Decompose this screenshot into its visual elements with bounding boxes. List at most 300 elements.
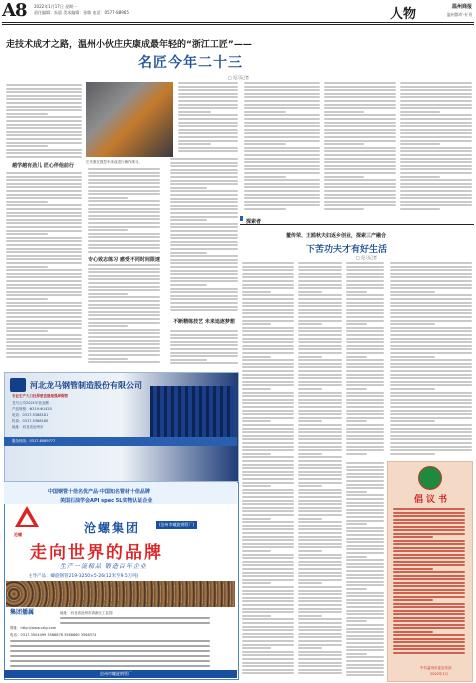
masthead-rule [2,22,474,23]
text-line [242,327,294,329]
text-line [88,271,160,273]
text-line [88,197,128,199]
text-line [346,473,384,475]
text-line [6,287,82,289]
text-line [242,359,294,361]
text-line [6,127,82,129]
text-line [298,528,342,530]
feature-kicker: 董传荣、王鸥秋夫妇返乡创业，探索三产融合 [286,233,387,239]
text-line [6,330,48,332]
text-line [242,456,294,458]
text-line [346,320,384,322]
text-line [390,399,472,401]
text-line [88,350,160,352]
text-line [346,392,384,394]
text-line [390,287,472,289]
text-line [178,96,238,98]
ad-cangluo-address: 地址：河北省沧州市高新区工业园 [60,611,113,615]
text-line [390,334,472,336]
paper-name: 温州商报 [451,4,472,10]
text-line [393,550,465,552]
text-line [178,86,238,88]
text-line [242,644,294,646]
text-line [324,118,396,120]
text-line [88,208,160,210]
text-line [390,312,472,314]
text-line [10,650,210,652]
text-line [298,622,342,624]
text-line [346,449,384,451]
text-line [346,366,384,368]
text-line [400,107,472,109]
text-line [6,186,82,188]
text-line [393,603,465,605]
text-line [298,564,342,566]
text-line [346,552,384,554]
text-line [298,334,342,336]
text-line [346,602,384,604]
text-line [244,204,320,206]
text-line [346,280,384,282]
text-line [170,223,238,225]
text-line [242,586,294,588]
text-line [393,585,465,587]
text-line [400,172,472,174]
text-line [88,190,160,192]
text-line [6,338,82,340]
text-line [88,300,160,302]
text-line [298,654,342,656]
text-line [390,320,472,322]
text-line [244,89,320,91]
text-line [324,93,396,95]
text-line [242,543,294,545]
text-line [244,82,320,84]
text-line [390,291,435,293]
text-line [346,660,384,662]
text-line [242,582,271,584]
text-line [393,568,433,570]
text-line [400,140,472,142]
text-line [298,464,342,466]
text-line [6,190,82,192]
text-line [390,449,472,451]
text-line [298,600,342,602]
text-line [346,491,367,493]
text-line [298,417,342,419]
text-line [298,496,342,498]
text-line [170,362,238,364]
text-line [170,302,238,304]
text-line [298,514,342,516]
text-line [6,179,82,181]
emblem-icon [418,466,442,490]
text-line [170,252,207,254]
text-line [390,298,472,300]
text-line [242,564,294,566]
text-line [324,190,396,192]
worker-photo [86,82,173,157]
text-line [346,330,384,332]
text-line [390,359,472,361]
text-line [88,332,160,334]
text-line [400,96,472,98]
text-line [170,348,238,350]
text-line [6,142,82,144]
text-line [60,617,210,619]
text-line [393,571,465,573]
text-line [346,577,384,579]
text-line [393,627,465,629]
text-line [88,218,160,220]
text-line [88,222,160,224]
text-line [178,107,238,109]
text-line [242,334,294,336]
text-line [242,554,294,556]
text-line [346,649,384,651]
text-line [298,348,342,350]
text-line [6,323,82,325]
text-line [400,100,472,102]
text-line [6,312,82,314]
text-line [298,449,342,451]
text-line [346,548,384,550]
text-line [170,273,238,275]
paper-subtitle: 温州都市·专刊 [446,12,472,17]
text-line [390,309,472,311]
text-line [6,302,82,304]
text-line [400,122,472,124]
text-line [346,334,384,336]
text-line [400,86,472,88]
text-line [6,327,82,329]
text-line [242,316,294,318]
text-line [298,539,342,541]
text-line [298,309,342,311]
text-line [242,478,294,480]
text-line [346,377,384,379]
text-line [178,129,238,131]
text-line [393,536,433,538]
text-line [346,624,384,626]
text-line [6,131,82,133]
text-line [6,138,82,140]
text-line [298,546,342,548]
text-line [393,599,433,601]
text-line [298,410,342,412]
text-line [242,399,294,401]
text-line [346,592,384,594]
text-line [400,176,440,178]
text-line [6,226,82,228]
text-line [346,406,384,408]
text-line [298,392,342,394]
text-line [242,654,294,656]
text-line [6,240,82,242]
text-line [400,147,472,149]
text-line [390,413,472,415]
text-line [346,446,384,448]
text-line [242,453,271,455]
text-line [88,329,160,331]
text-line [242,431,294,433]
text-line [298,644,342,646]
text-line [298,316,342,318]
text-line [346,545,384,547]
text-line [244,186,320,188]
text-line [170,306,238,308]
text-line [170,230,238,232]
text-line [346,484,384,486]
ad-cangluo-web: 网址：http://www.czlg.com [10,626,57,630]
text-line [242,590,294,592]
text-line [393,554,465,556]
text-line [346,435,384,437]
text-line [298,629,342,631]
ad-cangluo-logo-icon [14,505,40,533]
text-line [242,284,294,286]
text-line [88,244,160,246]
text-line [170,255,238,257]
text-line [242,276,294,278]
text-line [298,413,342,415]
text-line [324,107,396,109]
text-line [390,410,472,412]
text-line [393,522,465,524]
text-line [6,255,82,257]
text-line [242,388,271,390]
text-line [244,140,320,142]
text-line [244,86,320,88]
text-line [298,647,322,649]
text-line [6,212,82,214]
text-line [170,158,238,160]
text-line [242,568,294,570]
text-line [324,129,396,131]
text-line [298,604,342,606]
text-line [400,154,472,156]
text-line [170,205,238,207]
text-line [346,291,367,293]
text-line [6,237,82,239]
text-line [6,309,82,311]
text-line [6,116,82,118]
text-line [244,158,320,160]
text-line [88,215,160,217]
text-line [390,374,472,376]
text-line [346,420,367,422]
text-line [346,284,384,286]
text-line [170,219,207,221]
text-line [390,266,472,268]
text-line [242,669,294,671]
text-line [242,323,271,325]
text-line [6,215,82,217]
text-line [324,147,396,149]
text-line [393,564,465,566]
text-line [10,655,210,657]
text-line [242,557,294,559]
text-line [400,168,472,170]
text-line [298,330,342,332]
text-line [178,104,238,106]
text-line [242,302,294,304]
text-line [390,316,472,318]
text-line [324,100,396,102]
text-line [390,370,472,372]
text-line [298,640,342,642]
text-line [346,428,384,430]
text-line [298,384,342,386]
text-line [170,359,207,361]
text-line [346,674,384,676]
text-line [170,248,238,250]
text-line [324,122,396,124]
text-line [244,136,320,138]
text-line [88,175,160,177]
text-line [346,424,384,426]
text-line [346,417,384,419]
text-line [170,334,238,336]
text-line [298,287,342,289]
text-line [390,345,472,347]
text-line [242,528,294,530]
text-line [298,618,342,620]
text-line [298,388,322,390]
text-line [298,672,342,674]
text-line [346,534,384,536]
text-line [242,428,294,430]
text-line [346,374,384,376]
text-line [244,183,320,185]
text-line [298,586,342,588]
text-line [170,190,238,192]
text-line [88,293,128,295]
text-line [242,280,294,282]
masthead-editors: 责任编辑：朱晨 美术编辑：张敏 电话：0577-88965 [34,10,129,15]
text-line [390,323,435,325]
text-line [298,554,342,556]
text-line [242,489,294,491]
ad-cangluo-products: 主导产品：螺旋钢管219-3250×5-26(12米至9.5万吨) [28,574,139,579]
text-line [242,262,294,264]
text-line [346,359,384,361]
text-line [390,356,435,358]
text-line [178,132,238,134]
text-line [242,312,294,314]
text-line [346,613,384,615]
text-line [393,648,465,650]
text-line [244,114,320,116]
text-line [393,519,465,521]
text-line [88,172,160,174]
text-line [298,575,342,577]
text-line [298,633,342,635]
text-line [6,341,82,343]
text-line [346,384,384,386]
text-line [6,145,48,147]
text-line [88,268,160,270]
text-line [298,366,342,368]
feature-section-tag: 探索者 [246,219,262,225]
text-line [6,208,82,210]
text-line [178,100,238,102]
ad-cangluo-footer-text: 沧州市螺旋钢管厂 [100,671,132,676]
proposal-date: 2022年1月 [430,672,449,676]
text-line [400,136,472,138]
text-line [242,356,271,358]
text-line [298,482,342,484]
text-line [88,204,160,206]
text-line [298,453,322,455]
text-line [6,84,82,86]
text-line [242,467,294,469]
text-line [298,489,342,491]
text-line [390,442,472,444]
text-line [6,352,82,354]
ad-cangluo-slogan-big: 走向世界的品牌 [30,543,163,563]
text-line [400,161,472,163]
text-line [324,179,396,181]
text-line [346,664,384,666]
text-line [346,509,384,511]
text-line [390,276,472,278]
text-line [242,348,294,350]
ad-longhu-line2: 龙马公司2021年营业额 [12,401,49,405]
text-line [298,593,342,595]
text-line [324,111,364,113]
text-line [390,424,472,426]
text-line [324,143,364,145]
text-line [6,230,82,232]
text-line [298,590,342,592]
text-line [170,295,238,297]
feature-rule [240,224,474,225]
text-line [6,345,82,347]
text-line [393,557,465,559]
text-line [242,273,294,275]
text-line [242,266,294,268]
text-line [10,665,210,667]
text-line [6,298,48,300]
text-line [88,318,160,320]
text-line [242,622,294,624]
text-line [400,129,472,131]
text-line [324,161,396,163]
text-line [242,532,294,534]
text-line [400,93,472,95]
text-line [346,298,384,300]
text-line [6,124,82,126]
text-line [324,208,364,210]
text-line [242,366,294,368]
text-line [242,514,294,516]
text-line [298,467,342,469]
text-line [346,502,384,504]
text-line [400,132,472,134]
text-line [390,428,472,430]
ad-cangluo-hq: 集团播属 [10,609,35,616]
text-line [178,143,211,145]
text-line [298,503,342,505]
ad-cangluo-phone: 电话：0317-3504499 3568876 3568860 3568374 [10,633,97,637]
text-line [6,172,82,174]
text-line [324,158,396,160]
text-line [298,345,342,347]
text-line [298,424,342,426]
text-line [298,471,342,473]
text-line [6,273,82,275]
